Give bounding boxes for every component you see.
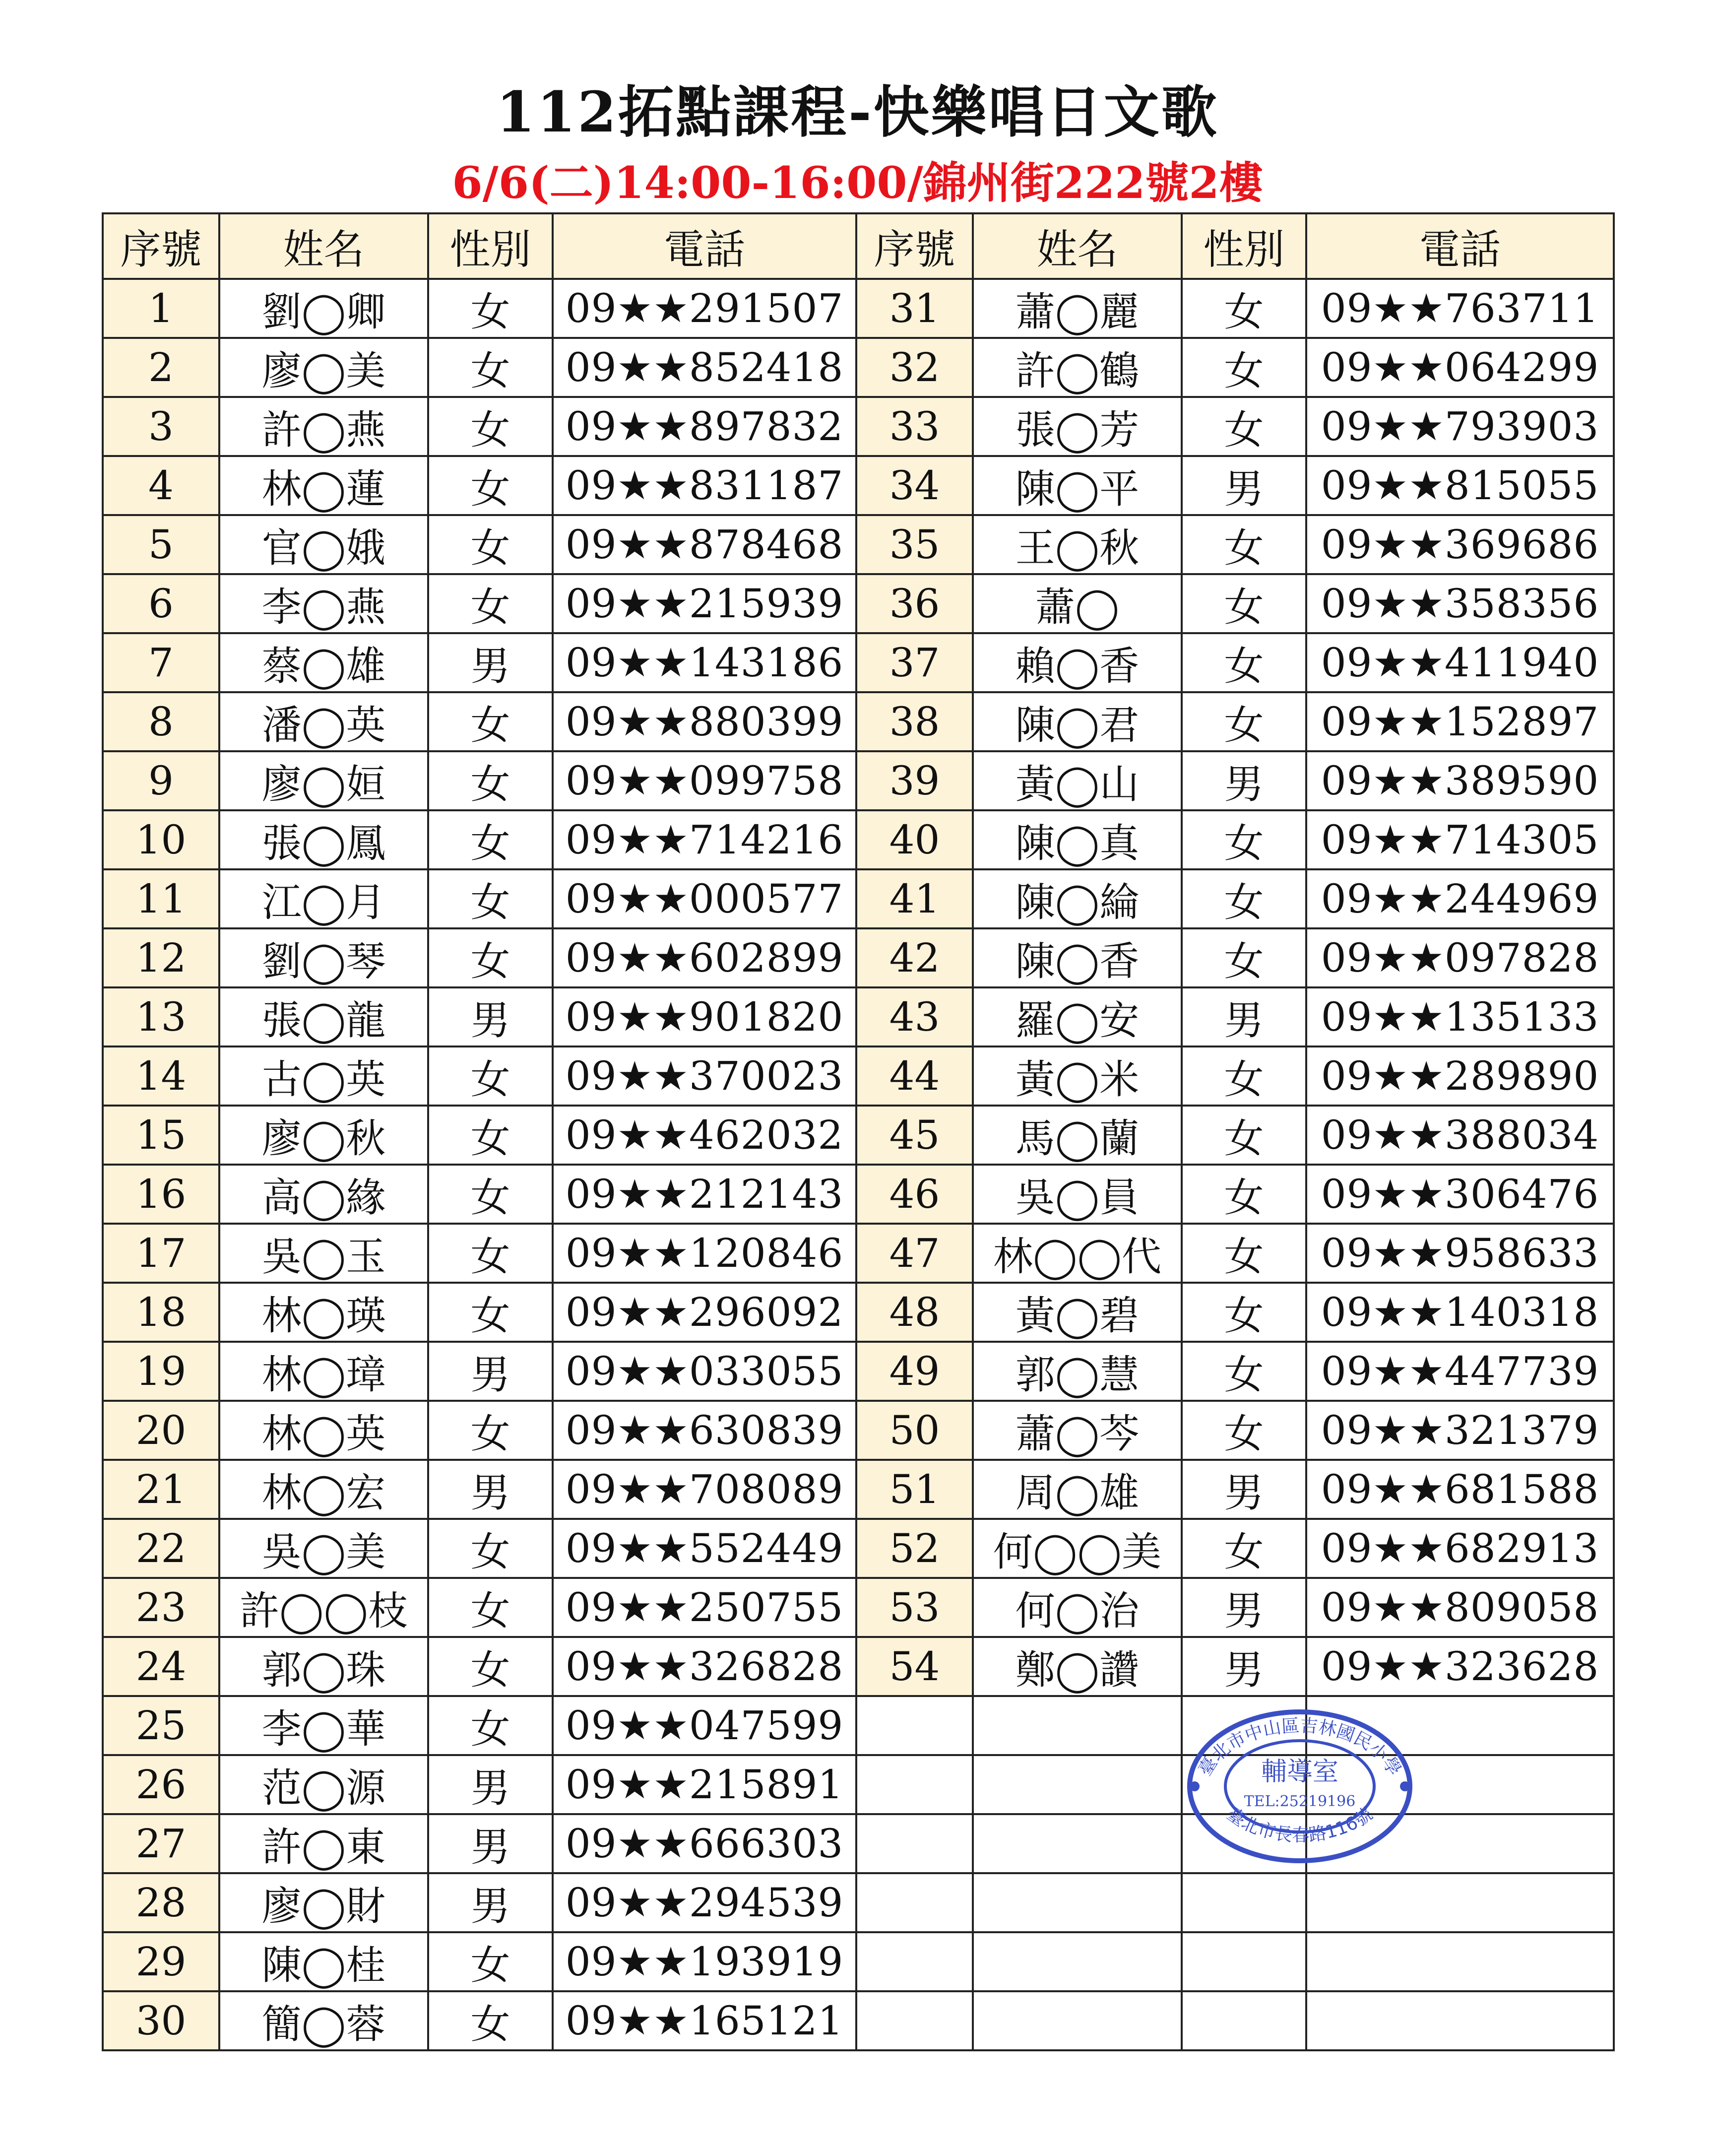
row-number: 3 bbox=[103, 397, 219, 456]
member-phone: 09★★411940 bbox=[1306, 633, 1614, 692]
member-sex: 女 bbox=[1182, 1283, 1306, 1342]
member-name: 許◯東 bbox=[219, 1814, 428, 1873]
table-row bbox=[103, 279, 1614, 338]
row-number: 6 bbox=[103, 574, 219, 633]
header-row bbox=[103, 213, 1614, 279]
header-number: 序號 bbox=[103, 213, 219, 279]
row-number: 48 bbox=[856, 1283, 973, 1342]
row-number: 20 bbox=[103, 1401, 219, 1460]
row-number: 40 bbox=[856, 810, 973, 869]
member-sex: 男 bbox=[428, 1460, 553, 1519]
member-name: 陳◯真 bbox=[973, 810, 1182, 869]
member-sex: 女 bbox=[428, 1224, 553, 1283]
table-row bbox=[103, 1401, 1614, 1460]
table-row bbox=[103, 633, 1614, 692]
member-sex: 男 bbox=[428, 987, 553, 1046]
row-number: 54 bbox=[856, 1637, 973, 1696]
member-phone: 09★★165121 bbox=[553, 1991, 856, 2050]
member-name: 王◯秋 bbox=[973, 515, 1182, 574]
row-number: 16 bbox=[103, 1165, 219, 1224]
member-name: 古◯英 bbox=[219, 1046, 428, 1106]
member-name: 潘◯英 bbox=[219, 692, 428, 751]
table-row bbox=[103, 1873, 1614, 1932]
member-sex: 男 bbox=[428, 1755, 553, 1814]
member-sex: 女 bbox=[428, 1991, 553, 2050]
member-name: 羅◯安 bbox=[973, 987, 1182, 1046]
member-name: 江◯月 bbox=[219, 869, 428, 928]
seal-dot-icon bbox=[1400, 1781, 1410, 1791]
member-phone: 09★★321379 bbox=[1306, 1401, 1614, 1460]
member-name: 賴◯香 bbox=[973, 633, 1182, 692]
empty-cell bbox=[973, 1873, 1182, 1932]
member-phone: 09★★140318 bbox=[1306, 1283, 1614, 1342]
row-number: 35 bbox=[856, 515, 973, 574]
member-name: 簡◯蓉 bbox=[219, 1991, 428, 2050]
row-number: 41 bbox=[856, 869, 973, 928]
member-phone: 09★★215891 bbox=[553, 1755, 856, 1814]
member-name: 林◯宏 bbox=[219, 1460, 428, 1519]
member-sex: 女 bbox=[428, 1165, 553, 1224]
member-sex: 女 bbox=[428, 574, 553, 633]
row-number: 2 bbox=[103, 338, 219, 397]
header-phone: 電話 bbox=[553, 213, 856, 279]
table-row bbox=[103, 397, 1614, 456]
member-name: 廖◯秋 bbox=[219, 1106, 428, 1165]
member-sex: 女 bbox=[428, 928, 553, 987]
member-name: 吳◯玉 bbox=[219, 1224, 428, 1283]
header-phone: 電話 bbox=[1306, 213, 1614, 279]
member-phone: 09★★831187 bbox=[553, 456, 856, 515]
member-name: 廖◯財 bbox=[219, 1873, 428, 1932]
member-name: 許◯◯枝 bbox=[219, 1578, 428, 1637]
member-sex: 女 bbox=[1182, 869, 1306, 928]
member-sex: 男 bbox=[428, 1873, 553, 1932]
empty-cell bbox=[1306, 1932, 1614, 1991]
row-number: 10 bbox=[103, 810, 219, 869]
member-phone: 09★★143186 bbox=[553, 633, 856, 692]
member-phone: 09★★152897 bbox=[1306, 692, 1614, 751]
table-row bbox=[103, 1637, 1614, 1696]
row-number: 39 bbox=[856, 751, 973, 810]
row-number: 21 bbox=[103, 1460, 219, 1519]
member-name: 黃◯碧 bbox=[973, 1283, 1182, 1342]
member-sex: 女 bbox=[1182, 1342, 1306, 1401]
member-name: 何◯治 bbox=[973, 1578, 1182, 1637]
member-phone: 09★★064299 bbox=[1306, 338, 1614, 397]
seal-school-name: 臺北市中山區吉林國民小學 bbox=[1195, 1715, 1405, 1780]
member-sex: 男 bbox=[1182, 1578, 1306, 1637]
row-number: 29 bbox=[103, 1932, 219, 1991]
empty-cell bbox=[856, 1991, 973, 2050]
row-number: 47 bbox=[856, 1224, 973, 1283]
empty-cell bbox=[856, 1814, 973, 1873]
table-row bbox=[103, 1342, 1614, 1401]
member-name: 官◯娥 bbox=[219, 515, 428, 574]
row-number: 13 bbox=[103, 987, 219, 1046]
row-number: 23 bbox=[103, 1578, 219, 1637]
row-number: 43 bbox=[856, 987, 973, 1046]
empty-cell bbox=[856, 1932, 973, 1991]
table-row bbox=[103, 1460, 1614, 1519]
member-phone: 09★★878468 bbox=[553, 515, 856, 574]
member-phone: 09★★681588 bbox=[1306, 1460, 1614, 1519]
empty-cell bbox=[973, 1696, 1182, 1755]
member-sex: 男 bbox=[428, 1814, 553, 1873]
member-sex: 女 bbox=[428, 397, 553, 456]
table-row bbox=[103, 987, 1614, 1046]
member-phone: 09★★462032 bbox=[553, 1106, 856, 1165]
row-number: 30 bbox=[103, 1991, 219, 2050]
member-phone: 09★★901820 bbox=[553, 987, 856, 1046]
member-phone: 09★★389590 bbox=[1306, 751, 1614, 810]
table-row bbox=[103, 338, 1614, 397]
table-row bbox=[103, 1165, 1614, 1224]
row-number: 45 bbox=[856, 1106, 973, 1165]
member-phone: 09★★630839 bbox=[553, 1401, 856, 1460]
member-phone: 09★★294539 bbox=[553, 1873, 856, 1932]
member-phone: 09★★369686 bbox=[1306, 515, 1614, 574]
member-sex: 女 bbox=[428, 338, 553, 397]
member-phone: 09★★244969 bbox=[1306, 869, 1614, 928]
table-row bbox=[103, 456, 1614, 515]
member-phone: 09★★358356 bbox=[1306, 574, 1614, 633]
table-row bbox=[103, 928, 1614, 987]
member-sex: 女 bbox=[428, 456, 553, 515]
member-sex: 女 bbox=[1182, 810, 1306, 869]
row-number: 14 bbox=[103, 1046, 219, 1106]
row-number: 5 bbox=[103, 515, 219, 574]
member-name: 郭◯珠 bbox=[219, 1637, 428, 1696]
row-number: 7 bbox=[103, 633, 219, 692]
row-number: 27 bbox=[103, 1814, 219, 1873]
empty-cell bbox=[856, 1873, 973, 1932]
table-row bbox=[103, 1932, 1614, 1991]
member-sex: 女 bbox=[428, 515, 553, 574]
member-name: 陳◯香 bbox=[973, 928, 1182, 987]
member-name: 吳◯美 bbox=[219, 1519, 428, 1578]
member-phone: 09★★447739 bbox=[1306, 1342, 1614, 1401]
member-name: 吳◯員 bbox=[973, 1165, 1182, 1224]
member-phone: 09★★291507 bbox=[553, 279, 856, 338]
row-number: 37 bbox=[856, 633, 973, 692]
member-name: 黃◯山 bbox=[973, 751, 1182, 810]
member-sex: 女 bbox=[428, 1046, 553, 1106]
member-phone: 09★★370023 bbox=[553, 1046, 856, 1106]
table-row bbox=[103, 869, 1614, 928]
member-name: 張◯芳 bbox=[973, 397, 1182, 456]
row-number: 38 bbox=[856, 692, 973, 751]
empty-cell bbox=[973, 1991, 1182, 2050]
row-number: 19 bbox=[103, 1342, 219, 1401]
member-phone: 09★★602899 bbox=[553, 928, 856, 987]
row-number: 34 bbox=[856, 456, 973, 515]
member-phone: 09★★552449 bbox=[553, 1519, 856, 1578]
member-sex: 女 bbox=[1182, 1401, 1306, 1460]
row-number: 44 bbox=[856, 1046, 973, 1106]
row-number: 17 bbox=[103, 1224, 219, 1283]
row-number: 31 bbox=[856, 279, 973, 338]
member-name: 林◯◯代 bbox=[973, 1224, 1182, 1283]
member-phone: 09★★815055 bbox=[1306, 456, 1614, 515]
member-phone: 09★★852418 bbox=[553, 338, 856, 397]
member-phone: 09★★135133 bbox=[1306, 987, 1614, 1046]
empty-cell bbox=[1306, 1873, 1614, 1932]
table-row bbox=[103, 1578, 1614, 1637]
member-name: 黃◯米 bbox=[973, 1046, 1182, 1106]
row-number: 25 bbox=[103, 1696, 219, 1755]
member-phone: 09★★033055 bbox=[553, 1342, 856, 1401]
member-phone: 09★★047599 bbox=[553, 1696, 856, 1755]
row-number: 28 bbox=[103, 1873, 219, 1932]
member-sex: 女 bbox=[428, 1578, 553, 1637]
member-phone: 09★★682913 bbox=[1306, 1519, 1614, 1578]
empty-cell bbox=[973, 1814, 1182, 1873]
seal-office: 輔導室 bbox=[1261, 1757, 1339, 1787]
empty-cell bbox=[1182, 1991, 1306, 2050]
table-row bbox=[103, 1519, 1614, 1578]
member-phone: 09★★958633 bbox=[1306, 1224, 1614, 1283]
member-sex: 女 bbox=[1182, 633, 1306, 692]
member-phone: 09★★763711 bbox=[1306, 279, 1614, 338]
table-row bbox=[103, 1046, 1614, 1106]
member-phone: 09★★099758 bbox=[553, 751, 856, 810]
member-sex: 女 bbox=[1182, 279, 1306, 338]
member-sex: 女 bbox=[428, 1401, 553, 1460]
member-name: 張◯龍 bbox=[219, 987, 428, 1046]
row-number: 33 bbox=[856, 397, 973, 456]
member-sex: 女 bbox=[1182, 397, 1306, 456]
member-phone: 09★★097828 bbox=[1306, 928, 1614, 987]
member-sex: 女 bbox=[428, 1106, 553, 1165]
seal-dot-icon bbox=[1190, 1781, 1200, 1791]
member-name: 周◯雄 bbox=[973, 1460, 1182, 1519]
empty-cell bbox=[1182, 1873, 1306, 1932]
member-name: 蕭◯麗 bbox=[973, 279, 1182, 338]
member-sex: 女 bbox=[428, 1932, 553, 1991]
row-number: 11 bbox=[103, 869, 219, 928]
seal-address: 臺北市長春路116號 bbox=[1223, 1804, 1377, 1846]
member-name: 李◯華 bbox=[219, 1696, 428, 1755]
member-name: 陳◯桂 bbox=[219, 1932, 428, 1991]
member-sex: 女 bbox=[1182, 1046, 1306, 1106]
table-row bbox=[103, 515, 1614, 574]
table-row bbox=[103, 810, 1614, 869]
member-phone: 09★★250755 bbox=[553, 1578, 856, 1637]
member-phone: 09★★306476 bbox=[1306, 1165, 1614, 1224]
school-seal bbox=[1186, 1707, 1414, 1866]
member-name: 高◯緣 bbox=[219, 1165, 428, 1224]
member-sex: 女 bbox=[428, 1519, 553, 1578]
member-phone: 09★★193919 bbox=[553, 1932, 856, 1991]
row-number: 18 bbox=[103, 1283, 219, 1342]
member-sex: 男 bbox=[1182, 456, 1306, 515]
member-sex: 女 bbox=[428, 279, 553, 338]
member-sex: 女 bbox=[1182, 692, 1306, 751]
member-name: 馬◯蘭 bbox=[973, 1106, 1182, 1165]
row-number: 46 bbox=[856, 1165, 973, 1224]
page-title: 112拓點課程-快樂唱日文歌 bbox=[496, 80, 1219, 145]
member-sex: 女 bbox=[1182, 574, 1306, 633]
header-sex: 性別 bbox=[428, 213, 553, 279]
member-phone: 09★★212143 bbox=[553, 1165, 856, 1224]
member-sex: 男 bbox=[1182, 1460, 1306, 1519]
member-sex: 女 bbox=[1182, 1106, 1306, 1165]
member-name: 蕭◯ bbox=[973, 574, 1182, 633]
member-phone: 09★★793903 bbox=[1306, 397, 1614, 456]
member-name: 何◯◯美 bbox=[973, 1519, 1182, 1578]
member-phone: 09★★809058 bbox=[1306, 1578, 1614, 1637]
member-name: 林◯瑛 bbox=[219, 1283, 428, 1342]
row-number: 22 bbox=[103, 1519, 219, 1578]
member-phone: 09★★120846 bbox=[553, 1224, 856, 1283]
member-sex: 男 bbox=[1182, 751, 1306, 810]
table-row bbox=[103, 574, 1614, 633]
row-number: 36 bbox=[856, 574, 973, 633]
member-sex: 女 bbox=[1182, 338, 1306, 397]
table-row bbox=[103, 1991, 1614, 2050]
member-sex: 女 bbox=[1182, 1165, 1306, 1224]
member-phone: 09★★296092 bbox=[553, 1283, 856, 1342]
table-row bbox=[103, 751, 1614, 810]
row-number: 1 bbox=[103, 279, 219, 338]
row-number: 42 bbox=[856, 928, 973, 987]
table-row bbox=[103, 1283, 1614, 1342]
member-name: 陳◯平 bbox=[973, 456, 1182, 515]
member-name: 林◯璋 bbox=[219, 1342, 428, 1401]
member-name: 張◯鳳 bbox=[219, 810, 428, 869]
empty-cell bbox=[1306, 1991, 1614, 2050]
member-phone: 09★★323628 bbox=[1306, 1637, 1614, 1696]
empty-cell bbox=[856, 1755, 973, 1814]
member-phone: 09★★326828 bbox=[553, 1637, 856, 1696]
member-sex: 女 bbox=[1182, 1224, 1306, 1283]
member-phone: 09★★897832 bbox=[553, 397, 856, 456]
member-name: 林◯蓮 bbox=[219, 456, 428, 515]
member-name: 許◯燕 bbox=[219, 397, 428, 456]
member-name: 廖◯美 bbox=[219, 338, 428, 397]
empty-cell bbox=[973, 1755, 1182, 1814]
empty-cell bbox=[856, 1696, 973, 1755]
row-number: 49 bbox=[856, 1342, 973, 1401]
member-sex: 女 bbox=[428, 692, 553, 751]
empty-cell bbox=[973, 1932, 1182, 1991]
member-phone: 09★★000577 bbox=[553, 869, 856, 928]
member-name: 郭◯慧 bbox=[973, 1342, 1182, 1401]
member-phone: 09★★289890 bbox=[1306, 1046, 1614, 1106]
event-schedule: 6/6(二)14:00-16:00/錦州街222號2樓 bbox=[452, 157, 1263, 208]
member-name: 許◯鶴 bbox=[973, 338, 1182, 397]
member-name: 范◯源 bbox=[219, 1755, 428, 1814]
table-row bbox=[103, 1224, 1614, 1283]
member-sex: 女 bbox=[428, 869, 553, 928]
member-name: 陳◯綸 bbox=[973, 869, 1182, 928]
member-sex: 女 bbox=[428, 1696, 553, 1755]
member-sex: 女 bbox=[428, 1283, 553, 1342]
row-number: 24 bbox=[103, 1637, 219, 1696]
member-sex: 男 bbox=[1182, 1637, 1306, 1696]
member-sex: 男 bbox=[428, 633, 553, 692]
seal-tel: TEL:25219196 bbox=[1244, 1793, 1356, 1810]
row-number: 32 bbox=[856, 338, 973, 397]
member-phone: 09★★708089 bbox=[553, 1460, 856, 1519]
member-sex: 女 bbox=[428, 1637, 553, 1696]
member-name: 蔡◯雄 bbox=[219, 633, 428, 692]
member-sex: 女 bbox=[1182, 928, 1306, 987]
member-phone: 09★★215939 bbox=[553, 574, 856, 633]
member-name: 劉◯琴 bbox=[219, 928, 428, 987]
member-name: 蕭◯芩 bbox=[973, 1401, 1182, 1460]
member-sex: 女 bbox=[428, 751, 553, 810]
member-name: 林◯英 bbox=[219, 1401, 428, 1460]
header-sex: 性別 bbox=[1182, 213, 1306, 279]
member-phone: 09★★388034 bbox=[1306, 1106, 1614, 1165]
member-name: 陳◯君 bbox=[973, 692, 1182, 751]
empty-cell bbox=[1182, 1932, 1306, 1991]
row-number: 15 bbox=[103, 1106, 219, 1165]
row-number: 8 bbox=[103, 692, 219, 751]
row-number: 52 bbox=[856, 1519, 973, 1578]
row-number: 9 bbox=[103, 751, 219, 810]
member-name: 劉◯卿 bbox=[219, 279, 428, 338]
member-name: 廖◯姮 bbox=[219, 751, 428, 810]
member-phone: 09★★714216 bbox=[553, 810, 856, 869]
header-number: 序號 bbox=[856, 213, 973, 279]
member-sex: 男 bbox=[1182, 987, 1306, 1046]
member-sex: 女 bbox=[428, 810, 553, 869]
row-number: 53 bbox=[856, 1578, 973, 1637]
member-sex: 女 bbox=[1182, 1519, 1306, 1578]
row-number: 51 bbox=[856, 1460, 973, 1519]
member-phone: 09★★666303 bbox=[553, 1814, 856, 1873]
header-name: 姓名 bbox=[973, 213, 1182, 279]
row-number: 26 bbox=[103, 1755, 219, 1814]
member-phone: 09★★714305 bbox=[1306, 810, 1614, 869]
header-name: 姓名 bbox=[219, 213, 428, 279]
member-phone: 09★★880399 bbox=[553, 692, 856, 751]
member-sex: 女 bbox=[1182, 515, 1306, 574]
row-number: 4 bbox=[103, 456, 219, 515]
member-name: 李◯燕 bbox=[219, 574, 428, 633]
member-sex: 男 bbox=[428, 1342, 553, 1401]
table-row bbox=[103, 1106, 1614, 1165]
table-row bbox=[103, 692, 1614, 751]
member-name: 鄭◯讚 bbox=[973, 1637, 1182, 1696]
row-number: 50 bbox=[856, 1401, 973, 1460]
row-number: 12 bbox=[103, 928, 219, 987]
